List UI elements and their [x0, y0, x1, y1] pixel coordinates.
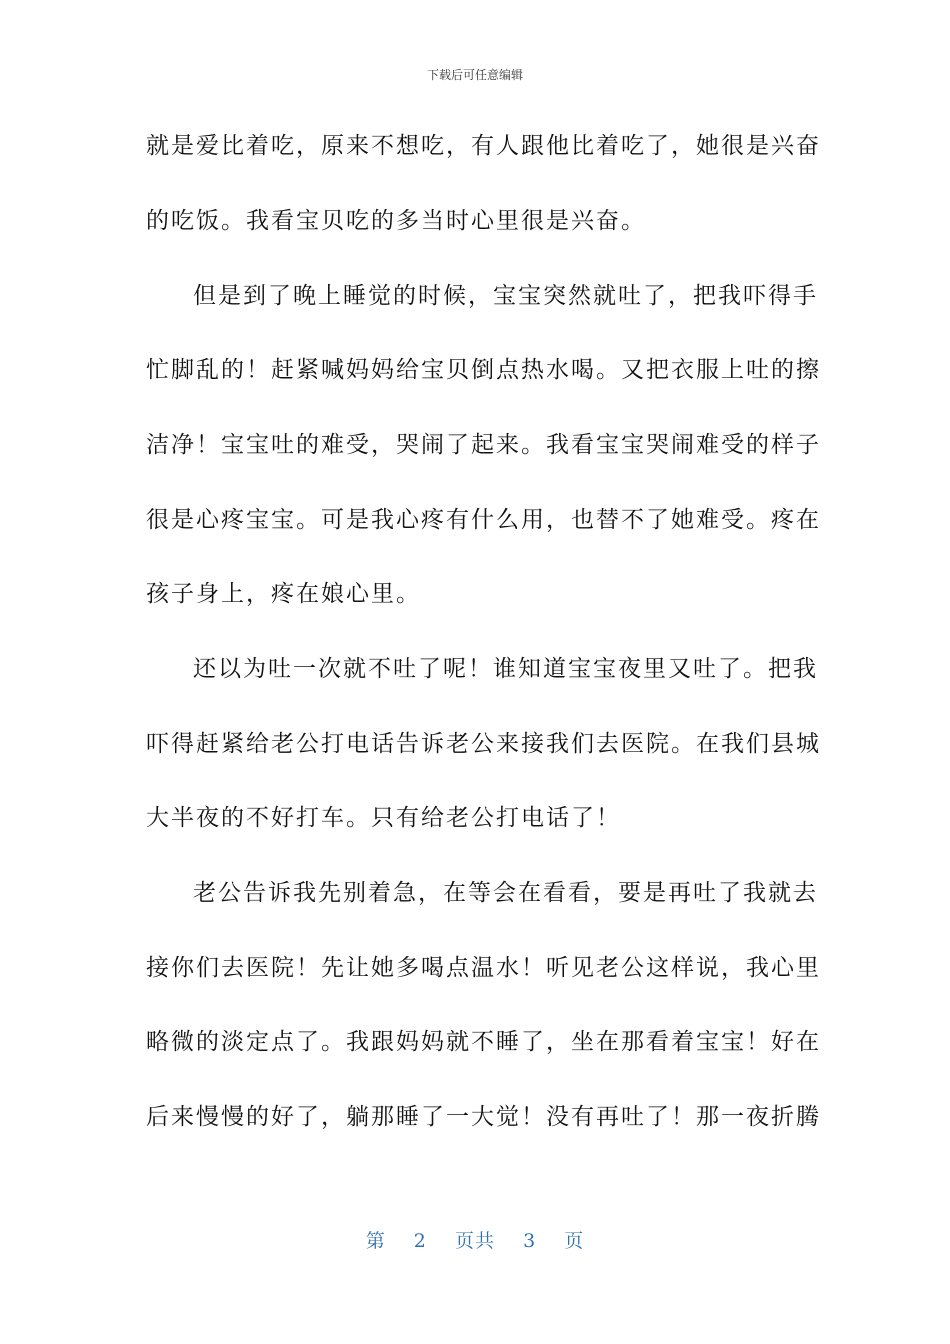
text-line: 很是心疼宝宝。可是我心疼有什么用，也替不了她难受。疼在 — [146, 507, 821, 533]
text-line: 吓得赶紧给老公打电话告诉老公来接我们去医院。在我们县城 — [146, 731, 821, 757]
text-line: 接你们去医院！先让她多喝点温水！听见老公这样说，我心里 — [146, 955, 821, 981]
footer-prefix: 第 — [365, 1230, 386, 1252]
text-line: 老公告诉我先别着急，在等会在看看，要是再吐了我就去 — [193, 880, 818, 906]
text-line: 孩子身上，疼在娘心里。 — [146, 581, 421, 607]
footer-middle: 页共 — [454, 1230, 495, 1252]
footer-suffix: 页 — [564, 1230, 585, 1252]
text-line: 的吃饭。我看宝贝吃的多当时心里很是兴奋。 — [146, 208, 646, 234]
footer-page-number: 2 — [413, 1230, 427, 1252]
text-line: 略微的淡定点了。我跟妈妈就不睡了，坐在那看着宝宝！好在 — [146, 1029, 821, 1055]
text-line: 后来慢慢的好了，躺那睡了一大觉！没有再吐了！那一夜折腾 — [146, 1104, 821, 1130]
text-line: 洁净！宝宝吐的难受，哭闹了起来。我看宝宝哭闹难受的样子 — [146, 432, 821, 458]
footer-total-pages: 3 — [523, 1230, 537, 1252]
text-line: 大半夜的不好打车。只有给老公打电话了！ — [146, 805, 621, 831]
text-line: 就是爱比着吃，原来不想吃，有人跟他比着吃了，她很是兴奋 — [146, 133, 821, 159]
text-line: 还以为吐一次就不吐了呢！谁知道宝宝夜里又吐了。把我 — [193, 656, 818, 682]
text-line: 但是到了晚上睡觉的时候，宝宝突然就吐了，把我吓得手 — [193, 283, 818, 309]
text-line: 忙脚乱的！赶紧喊妈妈给宝贝倒点热水喝。又把衣服上吐的擦 — [146, 357, 821, 383]
page-footer — [0, 1226, 950, 1253]
page-header-note: 下载后可任意编辑 — [426, 68, 523, 82]
